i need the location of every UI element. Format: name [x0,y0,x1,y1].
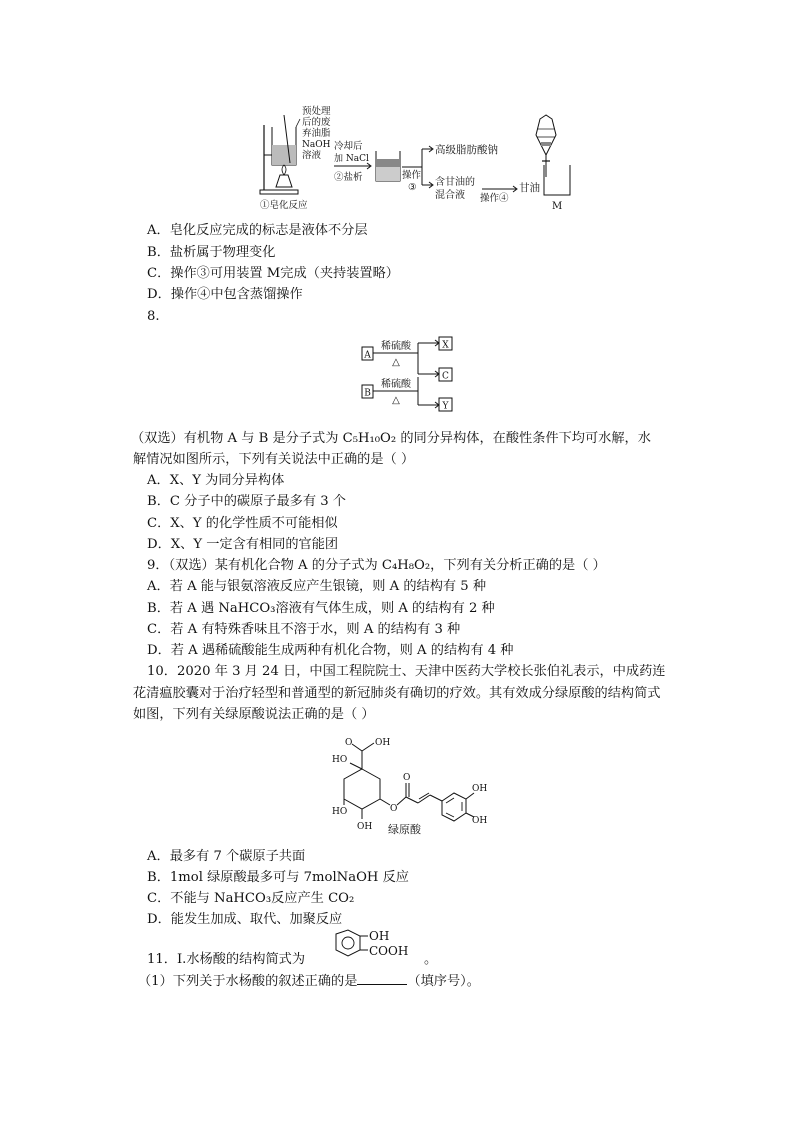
q7-option-c: C．操作③可用装置 M完成（夹持装置略） [147,266,399,281]
q10-stem-line3: 如图，下列有关绿原酸说法正确的是（ ） [133,707,375,722]
label-pretreat-5: 溶液 [302,150,322,161]
label-fatty-acid-salt: 高级脂肪酸钠 [435,144,498,156]
saponification-flow-figure [250,105,580,215]
salicylic-oh: OH [369,929,390,943]
q8-option-d: D．X、Y 一定含有相同的官能团 [147,537,339,552]
q8-option-b: B．C 分子中的碳原子最多有 3 个 [147,494,346,509]
label-pretreat-4: NaOH [302,140,331,150]
q9-option-c: C．若 A 有特殊香味且不溶于水，则 A 的结构有 3 种 [147,622,461,637]
label-salting: ②盐析 [334,172,363,183]
q11-sub1-prefix: （1）下列关于水杨酸的叙述正确的是 [138,974,358,989]
q7-option-d: D．操作④中包含蒸馏操作 [147,287,303,302]
label-op3-1: 操作 [402,170,422,181]
label-op4: 操作④ [480,193,509,204]
q9-option-b: B．若 A 遇 NaHCO₃溶液有气体生成，则 A 的结构有 2 种 [147,601,495,616]
structure-o-ester: O [390,804,398,814]
box-b: B [364,388,371,399]
label-glycerol: 甘油 [519,182,540,194]
answer-blank[interactable] [357,972,407,985]
hydrolysis-diagram [360,333,460,415]
q10-option-b: B．1mol 绿原酸最多可与 7molNaOH 反应 [147,870,409,885]
q10-stem-line2: 花清瘟胶囊对于治疗轻型和普通型的新冠肺炎有确切的疗效。其有效成分绿原酸的结构简式 [133,686,661,701]
q11-stem: 11．Ⅰ.水杨酸的结构简式为 [147,952,306,967]
q7-option-a: A．皂化反应完成的标志是液体不分层 [147,223,368,238]
caption-saponification: ①皂化反应 [260,200,308,211]
label-device-m: M [552,201,563,212]
salicylic-acid-structure [324,928,424,970]
label-mixture-1: 含甘油的 [435,177,475,188]
q10-stem-line1: 10．2020 年 3 月 24 日，中国工程院院士、天津中医药大学校长张伯礼表示，中成药连 [147,664,666,679]
structure-oh-catechol-1: OH [472,784,488,794]
structure-oh-bottom: OH [357,822,373,832]
label-pretreat-3: 弃油脂 [302,128,331,139]
box-c: C [442,371,449,382]
structure-ho-bottom-left: HO [332,807,348,817]
box-x: X [442,340,449,351]
label-cool-1: 冷却后 [334,141,363,152]
label-pretreat-2: 后的废 [302,117,331,128]
structure-o-top: O [345,738,353,748]
q8-option-a: A．X、Y 为同分异构体 [147,473,285,488]
q11-stem-end: 。 [424,952,438,967]
q8-number: 8. [147,309,160,324]
structure-caption: 绿原酸 [388,823,421,836]
q11-sub1-suffix: （填序号）。 [407,974,480,989]
q10-option-c: C．不能与 NaHCO₃反应产生 CO₂ [147,891,355,906]
reagent-b: 稀硫酸 [381,379,411,390]
q9-stem: 9．（双选）某有机化合物 A 的分子式为 C₄H₈O₂，下列有关分析正确的是（ ） [147,558,606,573]
q7-option-b: B．盐析属于物理变化 [147,245,276,260]
q10-option-d: D．能发生加成、取代、加聚反应 [147,912,343,927]
structure-oh-catechol-2: OH [472,816,488,826]
q8-stem-line1: （双选）有机物 A 与 B 是分子式为 C₅H₁₀O₂ 的同分异构体，在酸性条件下均可水解，水 [131,431,651,446]
structure-ho-left: HO [332,755,348,765]
q9-option-a: A．若 A 能与银氨溶液反应产生银镜，则 A 的结构有 5 种 [147,579,487,594]
q9-option-d: D．若 A 遇稀硫酸能生成两种有机化合物，则 A 的结构有 4 种 [147,643,514,658]
heat-a: △ [392,357,400,368]
structure-oh-top: OH [375,738,391,748]
reagent-a: 稀硫酸 [381,341,411,352]
label-op3-2: ③ [408,182,417,193]
structure-o-carbonyl: O [403,773,411,783]
q8-stem-line2: 解情况如图所示，下列有关说法中正确的是（ ） [133,452,415,467]
q8-option-c: C．X、Y 的化学性质不可能相似 [147,516,338,531]
salicylic-cooh: COOH [369,944,409,958]
label-cool-2: 加 NaCl [334,154,369,164]
q11-sub1 [138,972,480,991]
q10-option-a: A．最多有 7 个碳原子共面 [147,849,306,864]
box-y: Y [442,401,449,412]
heat-b: △ [392,395,400,406]
box-a: A [364,350,371,361]
label-mixture-2: 混合液 [435,190,465,201]
label-pretreat-1: 预处理 [302,106,331,117]
